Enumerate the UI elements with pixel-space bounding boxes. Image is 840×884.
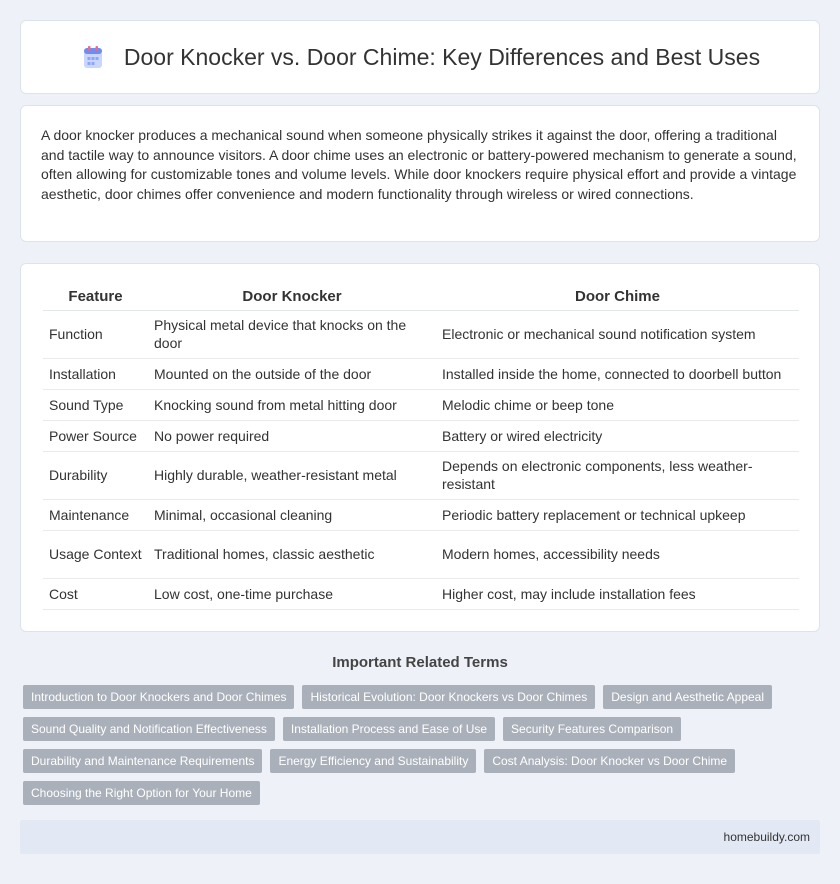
cell-feature: Usage Context <box>43 530 148 578</box>
title-wrap <box>80 44 760 71</box>
cell-door-knocker: Highly durable, weather-resistant metal <box>148 451 436 499</box>
tag-introduction[interactable]: Introduction to Door Knockers and Door Chimes <box>23 685 294 709</box>
cell-feature: Function <box>43 310 148 358</box>
header-door-knocker: Door Knocker <box>148 284 436 310</box>
cell-door-knocker: Traditional homes, classic aesthetic <box>148 530 436 578</box>
table-row <box>43 358 799 389</box>
page-title: Door Knocker vs. Door Chime: Key Differences and Best Uses <box>123 43 761 70</box>
header-card <box>20 20 820 94</box>
related-terms-title: Important Related Terms <box>332 654 508 671</box>
tag-cost-analysis[interactable]: Cost Analysis: Door Knocker vs Door Chime <box>484 749 735 773</box>
document-icon <box>80 44 106 70</box>
footer-site-link[interactable]: homebuildy.com <box>723 830 810 844</box>
cell-door-chime: Depends on electronic components, less weather-resistant <box>436 451 799 499</box>
cell-feature: Power Source <box>43 420 148 451</box>
tag-choosing-option[interactable]: Choosing the Right Option for Your Home <box>23 781 260 805</box>
cell-door-chime: Installed inside the home, connected to doorbell button <box>436 358 799 389</box>
cell-door-knocker: Low cost, one-time purchase <box>148 578 436 609</box>
header-door-chime: Door Chime <box>436 284 799 310</box>
cell-door-chime: Modern homes, accessibility needs <box>436 530 799 578</box>
tag-historical-evolution[interactable]: Historical Evolution: Door Knockers vs Door Chimes <box>302 685 595 709</box>
related-terms-tags <box>23 685 823 805</box>
intro-paragraph: A door knocker produces a mechanical sound when someone physically strikes it against the door, offering a traditional and tactile way to announce visitors. A door chime uses an electronic or battery-powered mechanism to generate a sound, often allowing for customizable tones and volume levels. While door knockers require physical effort and provide a vintage aesthetic, door chimes offer convenience and modern functionality through wireless or wired connections. <box>41 127 797 202</box>
tag-installation-process[interactable]: Installation Process and Ease of Use <box>283 717 495 741</box>
intro-card <box>20 105 820 242</box>
table-row <box>43 310 799 358</box>
cell-door-knocker: Mounted on the outside of the door <box>148 358 436 389</box>
tag-security-features[interactable]: Security Features Comparison <box>503 717 681 741</box>
cell-door-knocker: Minimal, occasional cleaning <box>148 499 436 530</box>
cell-door-knocker: Physical metal device that knocks on the door <box>148 310 436 358</box>
tag-design-aesthetic[interactable]: Design and Aesthetic Appeal <box>603 685 772 709</box>
footer-bar <box>20 820 820 854</box>
table-row <box>43 420 799 451</box>
table-row <box>43 499 799 530</box>
tag-energy-efficiency[interactable]: Energy Efficiency and Sustainability <box>270 749 476 773</box>
comparison-table-card <box>20 263 820 632</box>
cell-door-knocker: Knocking sound from metal hitting door <box>148 389 436 420</box>
table-row <box>43 389 799 420</box>
table-header-row <box>43 284 799 310</box>
cell-feature: Installation <box>43 358 148 389</box>
cell-door-chime: Electronic or mechanical sound notification system <box>436 310 799 358</box>
cell-door-chime: Melodic chime or beep tone <box>436 389 799 420</box>
table-row <box>43 530 799 578</box>
tag-durability-maintenance[interactable]: Durability and Maintenance Requirements <box>23 749 262 773</box>
cell-door-chime: Battery or wired electricity <box>436 420 799 451</box>
table-row <box>43 451 799 499</box>
cell-feature: Maintenance <box>43 499 148 530</box>
cell-feature: Durability <box>43 451 148 499</box>
cell-door-knocker: No power required <box>148 420 436 451</box>
cell-door-chime: Higher cost, may include installation fees <box>436 578 799 609</box>
cell-feature: Sound Type <box>43 389 148 420</box>
cell-door-chime: Periodic battery replacement or technical upkeep <box>436 499 799 530</box>
comparison-table <box>43 284 799 610</box>
cell-feature: Cost <box>43 578 148 609</box>
header-feature: Feature <box>43 284 148 310</box>
table-row <box>43 578 799 609</box>
tag-sound-quality[interactable]: Sound Quality and Notification Effectiveness <box>23 717 275 741</box>
